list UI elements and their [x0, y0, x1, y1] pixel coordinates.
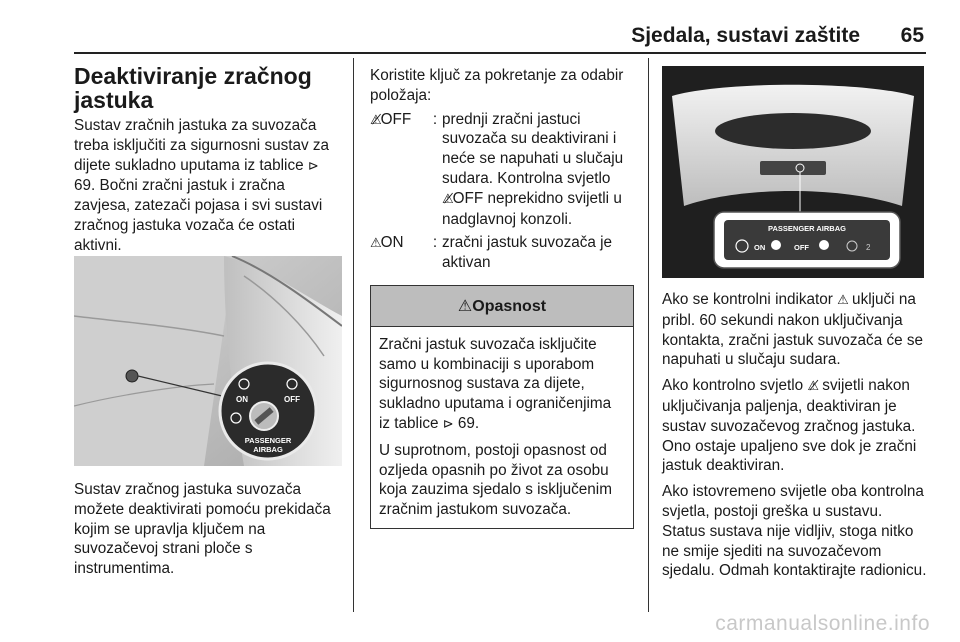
page-reference-arrow-icon: ⊳	[307, 158, 319, 174]
airbag-on-indicator-icon: ⚠	[370, 236, 381, 252]
airbag-on-indicator-icon: ⚠	[837, 293, 848, 308]
paragraph-intro	[74, 116, 342, 256]
running-header-title: Sjedala, sustavi zaštite	[631, 24, 860, 47]
airbag-off-indicator-icon: ⚠̸	[807, 379, 819, 395]
page-number: 65	[900, 24, 924, 47]
switch-on-label: ON	[236, 395, 248, 404]
paragraph-text: 69. Bočni zračni jastuk i zračna zavjesa, zatezači pojasa i svi sustavi zračnog jastuka vozača će ostati aktivni.	[74, 177, 323, 254]
header-rule	[74, 52, 926, 54]
paragraph-text: svijetli nakon uključivanja paljenja, deaktiviran je sustav suvozačevog zračnog jastuka. Ono ostaje upaljeno sve dok je zračni jastuk deaktiviran.	[662, 377, 917, 475]
definition-row-on	[370, 233, 634, 277]
definition-row-off	[370, 110, 634, 234]
switch-passenger-label: PASSENGER	[244, 436, 292, 445]
switch-airbag-label: AIRBAG	[253, 445, 283, 454]
warning-text: Zračni jastuk suvozača isključite samo u kombinaciji s uporabom sigurnosnog sustava za dijete, sukladno uputama i ograničenjima iz tablice	[379, 335, 612, 432]
warning-paragraph-1	[379, 335, 625, 435]
definition-description	[442, 110, 634, 234]
airbag-switch-figure	[74, 256, 342, 466]
airbag-on-indicator-icon	[771, 240, 781, 250]
column-2	[370, 66, 634, 529]
column-divider-1	[353, 58, 354, 612]
airbag-off-indicator-icon: ⚠̸	[370, 112, 381, 128]
definition-colon: :	[432, 110, 438, 128]
warning-title: Opasnost	[472, 297, 547, 315]
column-divider-2	[648, 58, 649, 612]
column-1-lower	[74, 480, 342, 585]
warning-box	[370, 285, 634, 529]
airbag-off-indicator-icon: ⚠̸	[442, 191, 453, 207]
warning-body	[371, 327, 633, 528]
overhead-console-figure	[662, 66, 924, 278]
column-1	[74, 64, 342, 262]
definition-term: OFF	[380, 110, 412, 128]
section-title: Deaktiviranje zračnog jastuka	[74, 63, 312, 113]
warning-header	[371, 286, 633, 327]
airbag-off-indicator-icon	[819, 240, 829, 250]
watermark: carmanualsonline.info	[715, 612, 930, 635]
airbag-switch-illustration	[74, 256, 342, 466]
definition-text: zračni jastuk suvozača je aktivan	[442, 234, 613, 272]
paragraph-text: uključi na pribl. 60 sekundi nakon uključivanja kontakta, zračni jastuk suvozača će se napuhati u slučaju sudara.	[662, 291, 924, 369]
warning-paragraph-2: U suprotnom, postoji opasnost od ozljeda opasnih po život za osobu koja zauzima sjedalo s isključenim zračnim jastukom suvozača.	[379, 441, 612, 519]
console-off-label: OFF	[794, 243, 809, 252]
paragraph-indicator-off	[662, 376, 928, 476]
warning-text: 69.	[453, 414, 480, 432]
definition-description	[442, 233, 634, 277]
paragraph-switch: Sustav zračnog jastuka suvozača možete deaktivirati pomoću prekidača kojim se upravlja ključem na suvozačevoj strani ploče s instrumentima.	[74, 481, 331, 578]
overhead-console-illustration	[662, 66, 924, 278]
paragraph-text: Ako kontrolno svjetlo	[662, 377, 808, 395]
console-seat-number: 2	[866, 243, 871, 252]
definition-text: prednji zračni jastuci suvozača su deaktivirani i neće se napuhati u slučaju sudara. Kontrolna svjetlo	[442, 110, 624, 187]
paragraph-positions-intro: Koristite ključ za pokretanje za odabir položaja:	[370, 67, 624, 104]
position-definitions	[370, 110, 634, 277]
definition-text: OFF neprekidno svijetli u nadglavnoj konzoli.	[442, 189, 622, 228]
paragraph-indicator-on	[662, 290, 928, 370]
column-3	[662, 290, 928, 587]
switch-off-label: OFF	[284, 395, 300, 404]
definition-term: ON	[380, 234, 404, 252]
definition-colon: :	[432, 234, 438, 252]
page-reference-arrow-icon: ⊳	[442, 416, 454, 432]
paragraph-text: Sustav zračnih jastuka za suvozača treba isključiti za sigurnosni sustav za dijete sukladno uputama iz tablice	[74, 117, 330, 174]
console-on-label: ON	[754, 243, 766, 252]
paragraph-text: Ako se kontrolni indikator	[662, 291, 838, 308]
paragraph-both-indicators: Ako istovremeno svijetle oba kontrolna svjetla, postoji greška u sustavu. Status sustava nije vidljiv, stoga nitko ne smije sjediti na suvozačevom sjedalu. Odmah kontaktirajte radionicu.	[662, 483, 927, 580]
console-passenger-airbag-label: PASSENGER AIRBAG	[768, 224, 846, 233]
warning-triangle-icon: ⚠	[457, 295, 473, 315]
